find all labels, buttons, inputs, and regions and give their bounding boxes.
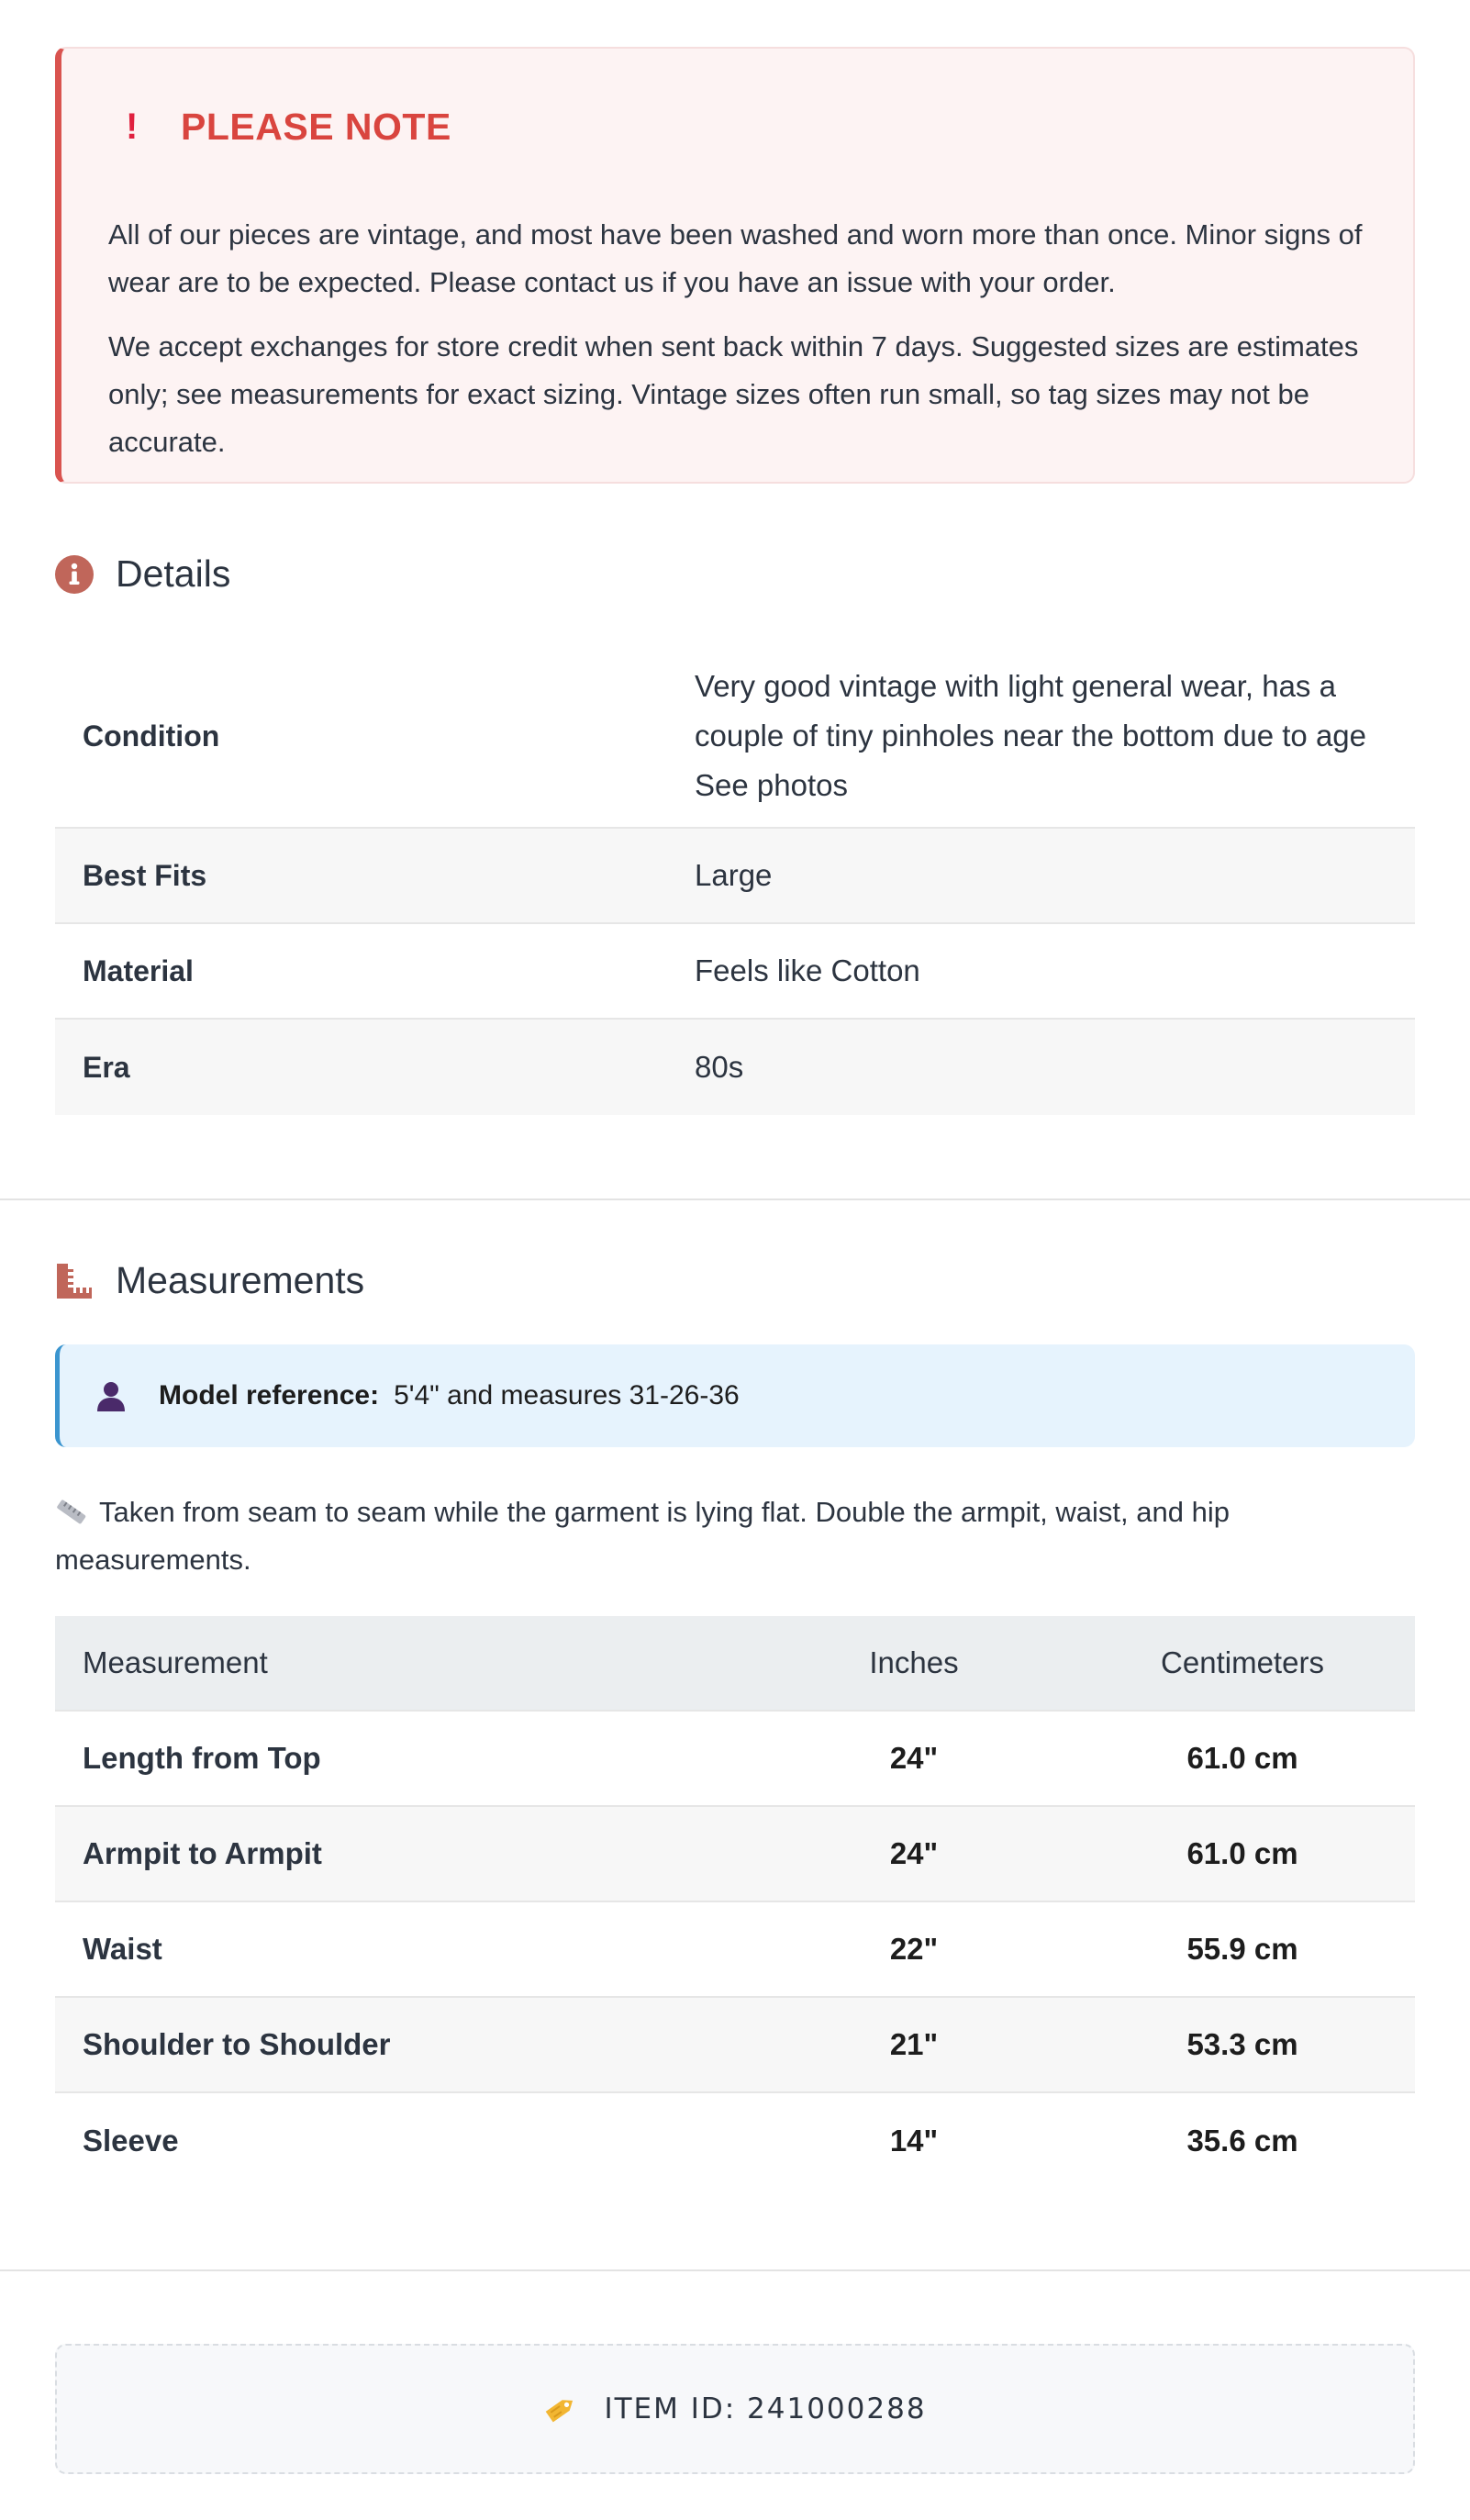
person-icon xyxy=(95,1379,128,1412)
please-note-box xyxy=(55,47,1415,484)
info-icon xyxy=(55,555,94,594)
details-row-material xyxy=(55,924,1415,1020)
tag-icon xyxy=(543,2392,578,2426)
notice-title: PLEASE NOTE xyxy=(181,106,451,148)
details-row-condition xyxy=(55,645,1415,829)
item-id-box xyxy=(55,2344,1415,2474)
column-header-centimeters: Centimeters xyxy=(1161,1645,1324,1679)
ruler-icon xyxy=(55,1262,94,1300)
notice-header xyxy=(126,106,451,149)
table-row xyxy=(55,1712,1415,1807)
notice-paragraph-1: All of our pieces are vintage, and most have been washed and worn more than once. Minor signs of wear are to be expected. Please contact us if you have an issue with your order. xyxy=(108,218,1363,298)
details-label: Condition xyxy=(83,719,220,753)
measurement-inches: 24" xyxy=(889,1836,939,1870)
notice-paragraph-2: We accept exchanges for store credit when sent back within 7 days. Suggested sizes are estimates only; see measurements for exact sizing. Vintage sizes often run small, so tag sizes may not be accurate. xyxy=(108,330,1359,458)
item-id-text: ITEM ID: 241000288 xyxy=(604,2392,927,2425)
model-reference-box xyxy=(55,1344,1415,1447)
measurement-inches: 22" xyxy=(889,1932,939,1966)
measurement-cm: 55.9 cm xyxy=(1186,1932,1298,1966)
measurement-cm: 61.0 cm xyxy=(1186,1741,1298,1775)
details-row-era xyxy=(55,1020,1415,1115)
model-reference-value: 5'4" and measures 31-26-36 xyxy=(394,1380,740,1411)
measurement-inches: 21" xyxy=(889,2027,939,2061)
measurement-note-text: Taken from seam to seam while the garment is lying flat. Double the armpit, waist, and hip measurements. xyxy=(55,1496,1230,1576)
table-row xyxy=(55,1902,1415,1998)
details-label: Material xyxy=(83,953,194,987)
measurement-name: Waist xyxy=(83,1932,162,1966)
measurement-cm: 35.6 cm xyxy=(1186,2124,1298,2158)
measurement-cm: 61.0 cm xyxy=(1186,1836,1298,1870)
details-value: Feels like Cotton xyxy=(695,953,920,987)
section-divider xyxy=(0,1199,1470,1200)
table-row xyxy=(55,1807,1415,1902)
column-header-measurement: Measurement xyxy=(83,1645,268,1679)
table-row xyxy=(55,1998,1415,2093)
measurement-name: Length from Top xyxy=(83,1741,321,1775)
table-header-row xyxy=(55,1616,1415,1712)
straight-ruler-icon xyxy=(55,1498,88,1525)
details-header xyxy=(55,552,230,596)
section-divider xyxy=(0,2269,1470,2271)
details-value: 80s xyxy=(695,1050,744,1084)
measurement-name: Armpit to Armpit xyxy=(83,1836,322,1870)
table-row xyxy=(55,2093,1415,2189)
measurements-heading: Measurements xyxy=(116,1259,365,1301)
measurement-note xyxy=(55,1489,1340,1584)
details-value: Large xyxy=(695,858,773,892)
details-label: Best Fits xyxy=(83,858,207,892)
measurement-inches: 24" xyxy=(889,1741,939,1775)
measurements-table xyxy=(55,1616,1415,2189)
measurement-name: Sleeve xyxy=(83,2124,179,2158)
measurement-cm: 53.3 cm xyxy=(1186,2027,1298,2061)
details-heading: Details xyxy=(116,552,231,595)
details-row-best-fits xyxy=(55,829,1415,924)
details-table xyxy=(55,645,1415,1115)
details-label: Era xyxy=(83,1050,130,1084)
measurement-inches: 14" xyxy=(889,2124,939,2158)
exclamation-icon: ! xyxy=(126,106,139,147)
model-reference-label: Model reference: xyxy=(159,1380,380,1411)
details-value: Very good vintage with light general wear, has a couple of tiny pinholes near the bottom due to age See photos xyxy=(695,669,1367,802)
measurement-name: Shoulder to Shoulder xyxy=(83,2027,391,2061)
column-header-inches: Inches xyxy=(869,1645,959,1679)
measurements-header xyxy=(55,1259,364,1302)
